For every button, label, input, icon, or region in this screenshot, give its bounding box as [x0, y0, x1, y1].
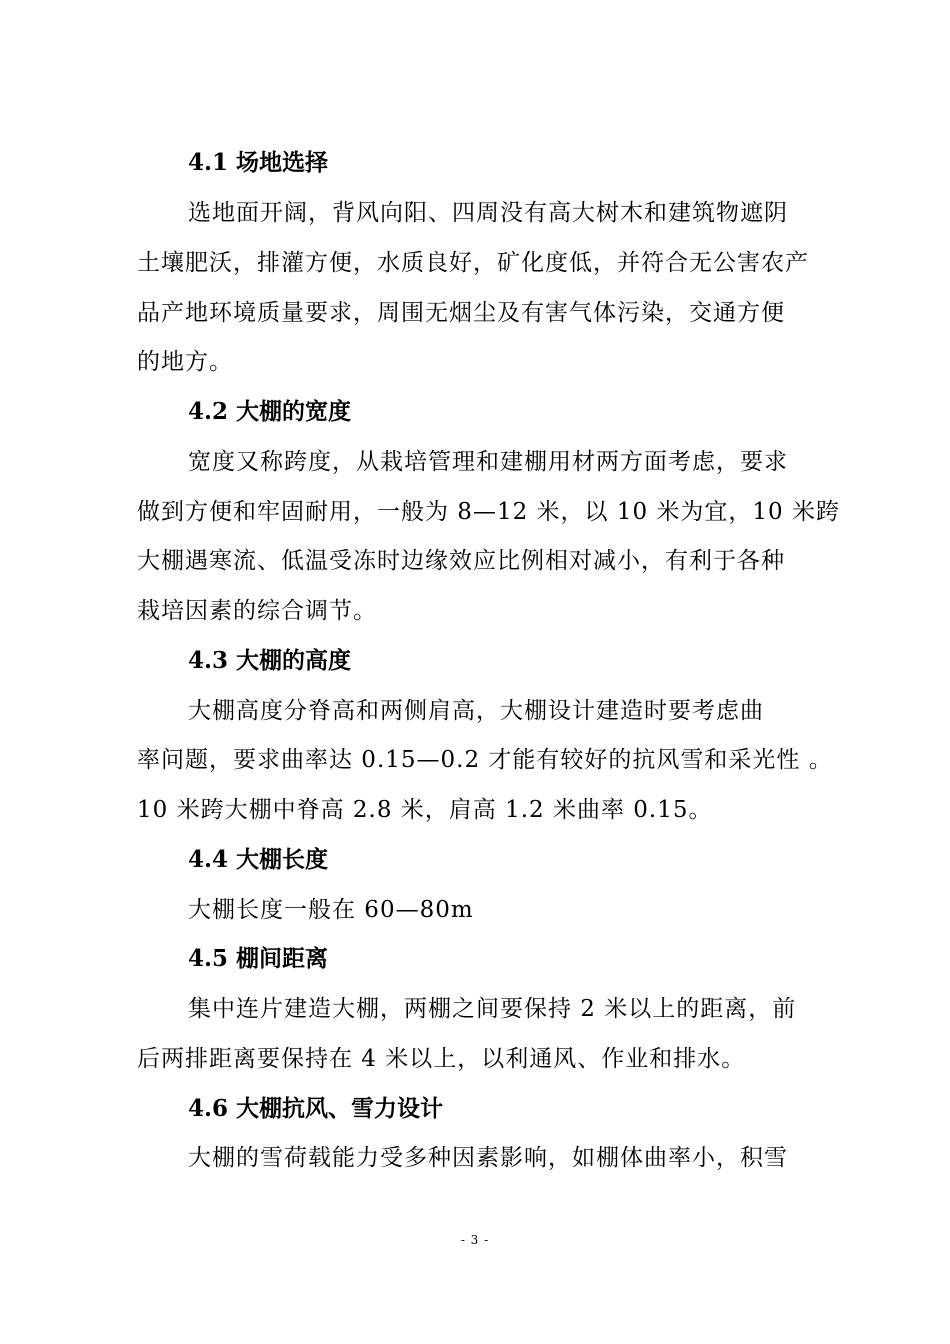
section-heading-4-6: 4.6 大棚抗风、雪力设计	[188, 1095, 444, 1122]
paragraph-line: 品产地环境质量要求，周围无烟尘及有害气体污染，交通方便	[137, 300, 785, 326]
section-heading-4-1: 4.1 场地选择	[188, 149, 329, 176]
paragraph-line: 栽培因素的综合调节。	[137, 598, 377, 624]
section-heading-4-4: 4.4 大棚长度	[188, 846, 329, 873]
paragraph-line: 土壤肥沃，排灌方便，水质良好，矿化度低，并符合无公害农产	[137, 250, 809, 276]
section-heading-4-3: 4.3 大棚的高度	[188, 647, 352, 674]
paragraph-line: 集中连片建造大棚，两棚之间要保持 2 米以上的距离，前	[188, 996, 797, 1022]
paragraph-line: 选地面开阔，背风向阳、四周没有高大树木和建筑物遮阴	[188, 200, 788, 226]
paragraph-line: 宽度又称跨度，从栽培管理和建棚用材两方面考虑，要求	[188, 449, 788, 475]
paragraph-line: 后两排距离要保持在 4 米以上，以利通风、作业和排水。	[137, 1046, 746, 1072]
section-heading-4-2: 4.2 大棚的宽度	[188, 398, 352, 425]
paragraph-line: 大棚遇寒流、低温受冻时边缘效应比例相对减小，有利于各种	[137, 548, 785, 574]
paragraph-line: 的地方。	[137, 349, 233, 375]
paragraph-line: 大棚的雪荷载能力受多种因素影响，如棚体曲率小，积雪	[188, 1145, 788, 1171]
paragraph-line: 做到方便和牢固耐用，一般为 8—12 米，以 10 米为宜，10 米跨	[137, 499, 840, 525]
paragraph-line: 大棚高度分脊高和两侧肩高，大棚设计建造时要考虑曲	[188, 698, 764, 724]
page-number: - 3 -	[460, 1233, 490, 1247]
section-heading-4-5: 4.5 棚间距离	[188, 945, 329, 972]
paragraph-line: 大棚长度一般在 60—80m	[188, 897, 474, 923]
paragraph-line: 10 米跨大棚中脊高 2.8 米，肩高 1.2 米曲率 0.15。	[137, 797, 713, 823]
paragraph-line: 率问题，要求曲率达 0.15—0.2 才能有较好的抗风雪和采光性 。	[137, 747, 833, 773]
